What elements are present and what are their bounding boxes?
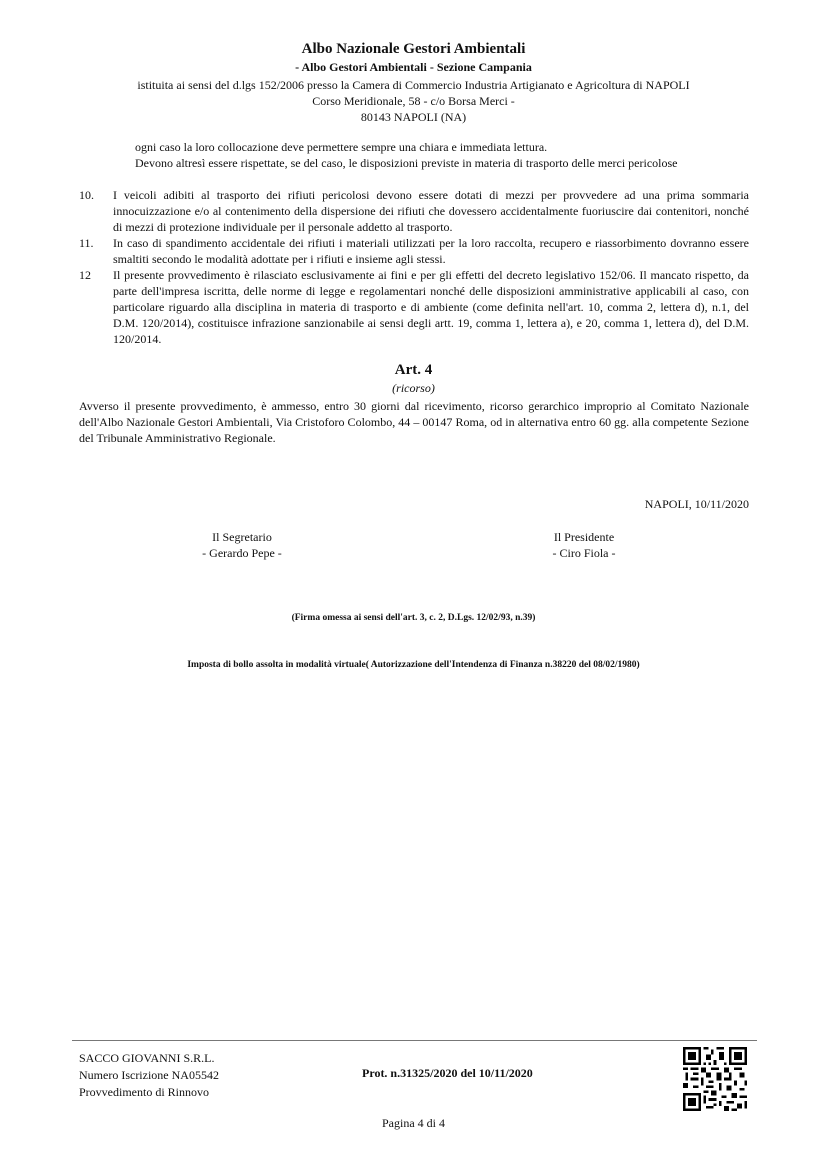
item-number: 11. <box>79 236 94 250</box>
item-text: I veicoli adibiti al trasporto dei rifiuti pericolosi devono essere dotati di mezzi per provvedere ad una prima sommaria innocuizzazione e/o al contenimento della dispersione dei rifiuti che dovessero accidentalmente fuoriuscire dai contenitori, nonché di mezzi di protezione individuale per il personale addetto al trasporto. <box>113 188 749 234</box>
signature-president <box>484 529 684 561</box>
document-title: Albo Nazionale Gestori Ambientali <box>301 41 526 57</box>
protocol-number: Prot. n.31325/2020 del 10/11/2020 <box>362 1066 533 1080</box>
signature-secretary <box>142 529 342 561</box>
section-subtitle: - Albo Gestori Ambientali - Sezione Campania <box>295 60 532 74</box>
item-number: 10. <box>79 188 94 202</box>
article-subtitle: (ricorso) <box>392 381 435 395</box>
stamp-duty-note: Imposta di bollo assolta in modalità virtuale( Autorizzazione dell'Intendenza di Finanza n.38220 del 08/02/1980) <box>187 660 640 670</box>
signature-name: - Gerardo Pepe - <box>202 546 282 560</box>
header-address-line: Corso Meridionale, 58 - c/o Borsa Merci - <box>312 94 515 108</box>
company-name: SACCO GIOVANNI S.R.L. <box>79 1051 215 1065</box>
page-number: Pagina 4 di 4 <box>382 1116 445 1130</box>
header-postal-line: 80143 NAPOLI (NA) <box>360 110 467 124</box>
article-text: Avverso il presente provvedimento, è ammesso, entro 30 giorni dal ricevimento, ricorso gerarchico improprio al Comitato Nazionale dell'Albo Nazionale Gestori Ambientali, Via Cristoforo Colombo, 44 – 00147 Roma, od in alternativa entro 60 gg. alla competente Sezione del Tribunale Amministrativo Regionale. <box>79 399 749 445</box>
signature-role: Il Segretario <box>212 530 272 544</box>
continuation-line-2: Devono altresì essere rispettate, se del caso, le disposizioni previste in materia di trasporto delle merci pericolose <box>135 156 678 170</box>
signature-omitted-note: (Firma omessa ai sensi dell'art. 3, c. 2, D.Lgs. 12/02/93, n.39) <box>291 613 536 623</box>
registration-number: Numero Iscrizione NA05542 <box>79 1068 219 1082</box>
item-number: 12 <box>79 268 91 282</box>
signature-role: Il Presidente <box>553 530 615 544</box>
signature-name: - Ciro Fiola - <box>552 546 616 560</box>
document-type: Provvedimento di Rinnovo <box>79 1085 209 1099</box>
item-text: Il presente provvedimento è rilasciato esclusivamente ai fini e per gli effetti del decreto legislativo 152/06. Il mancato rispetto, da parte dell'impresa iscritta, delle norme di legge e regolamentari nonché delle disposizioni amministrative applicabili al caso, con particolare riguardo alla disciplina in materia di trasporto e di ambiente (come definita nell'art. 10, comma 2, lettera d), n.1, del D.M. 120/2014), costituisce infrazione sanzionabile ai sensi degli artt. 19, comma 1, lettera a), e 20, comma 1, lettera d), del D.M. 120/2014. <box>113 268 749 346</box>
place-date: NAPOLI, 10/11/2020 <box>644 497 749 511</box>
item-text: In caso di spandimento accidentale dei rifiuti i materiali utilizzati per la loro raccolta, recupero e riassorbimento dovranno essere smaltiti secondo le modalità adottate per i rifiuti e insieme agli stessi. <box>113 236 749 266</box>
qr-code-icon <box>683 1047 747 1111</box>
continuation-line-1: ogni caso la loro collocazione deve permettere sempre una chiara e immediata lettura. <box>135 140 548 154</box>
article-title: Art. 4 <box>394 362 433 378</box>
header-institution-line: istituita ai sensi del d.lgs 152/2006 presso la Camera di Commercio Industria Artigianato e Agricoltura di NAPOLI <box>137 78 690 92</box>
footer-divider <box>72 1040 757 1041</box>
footer-company-block <box>79 1050 219 1101</box>
